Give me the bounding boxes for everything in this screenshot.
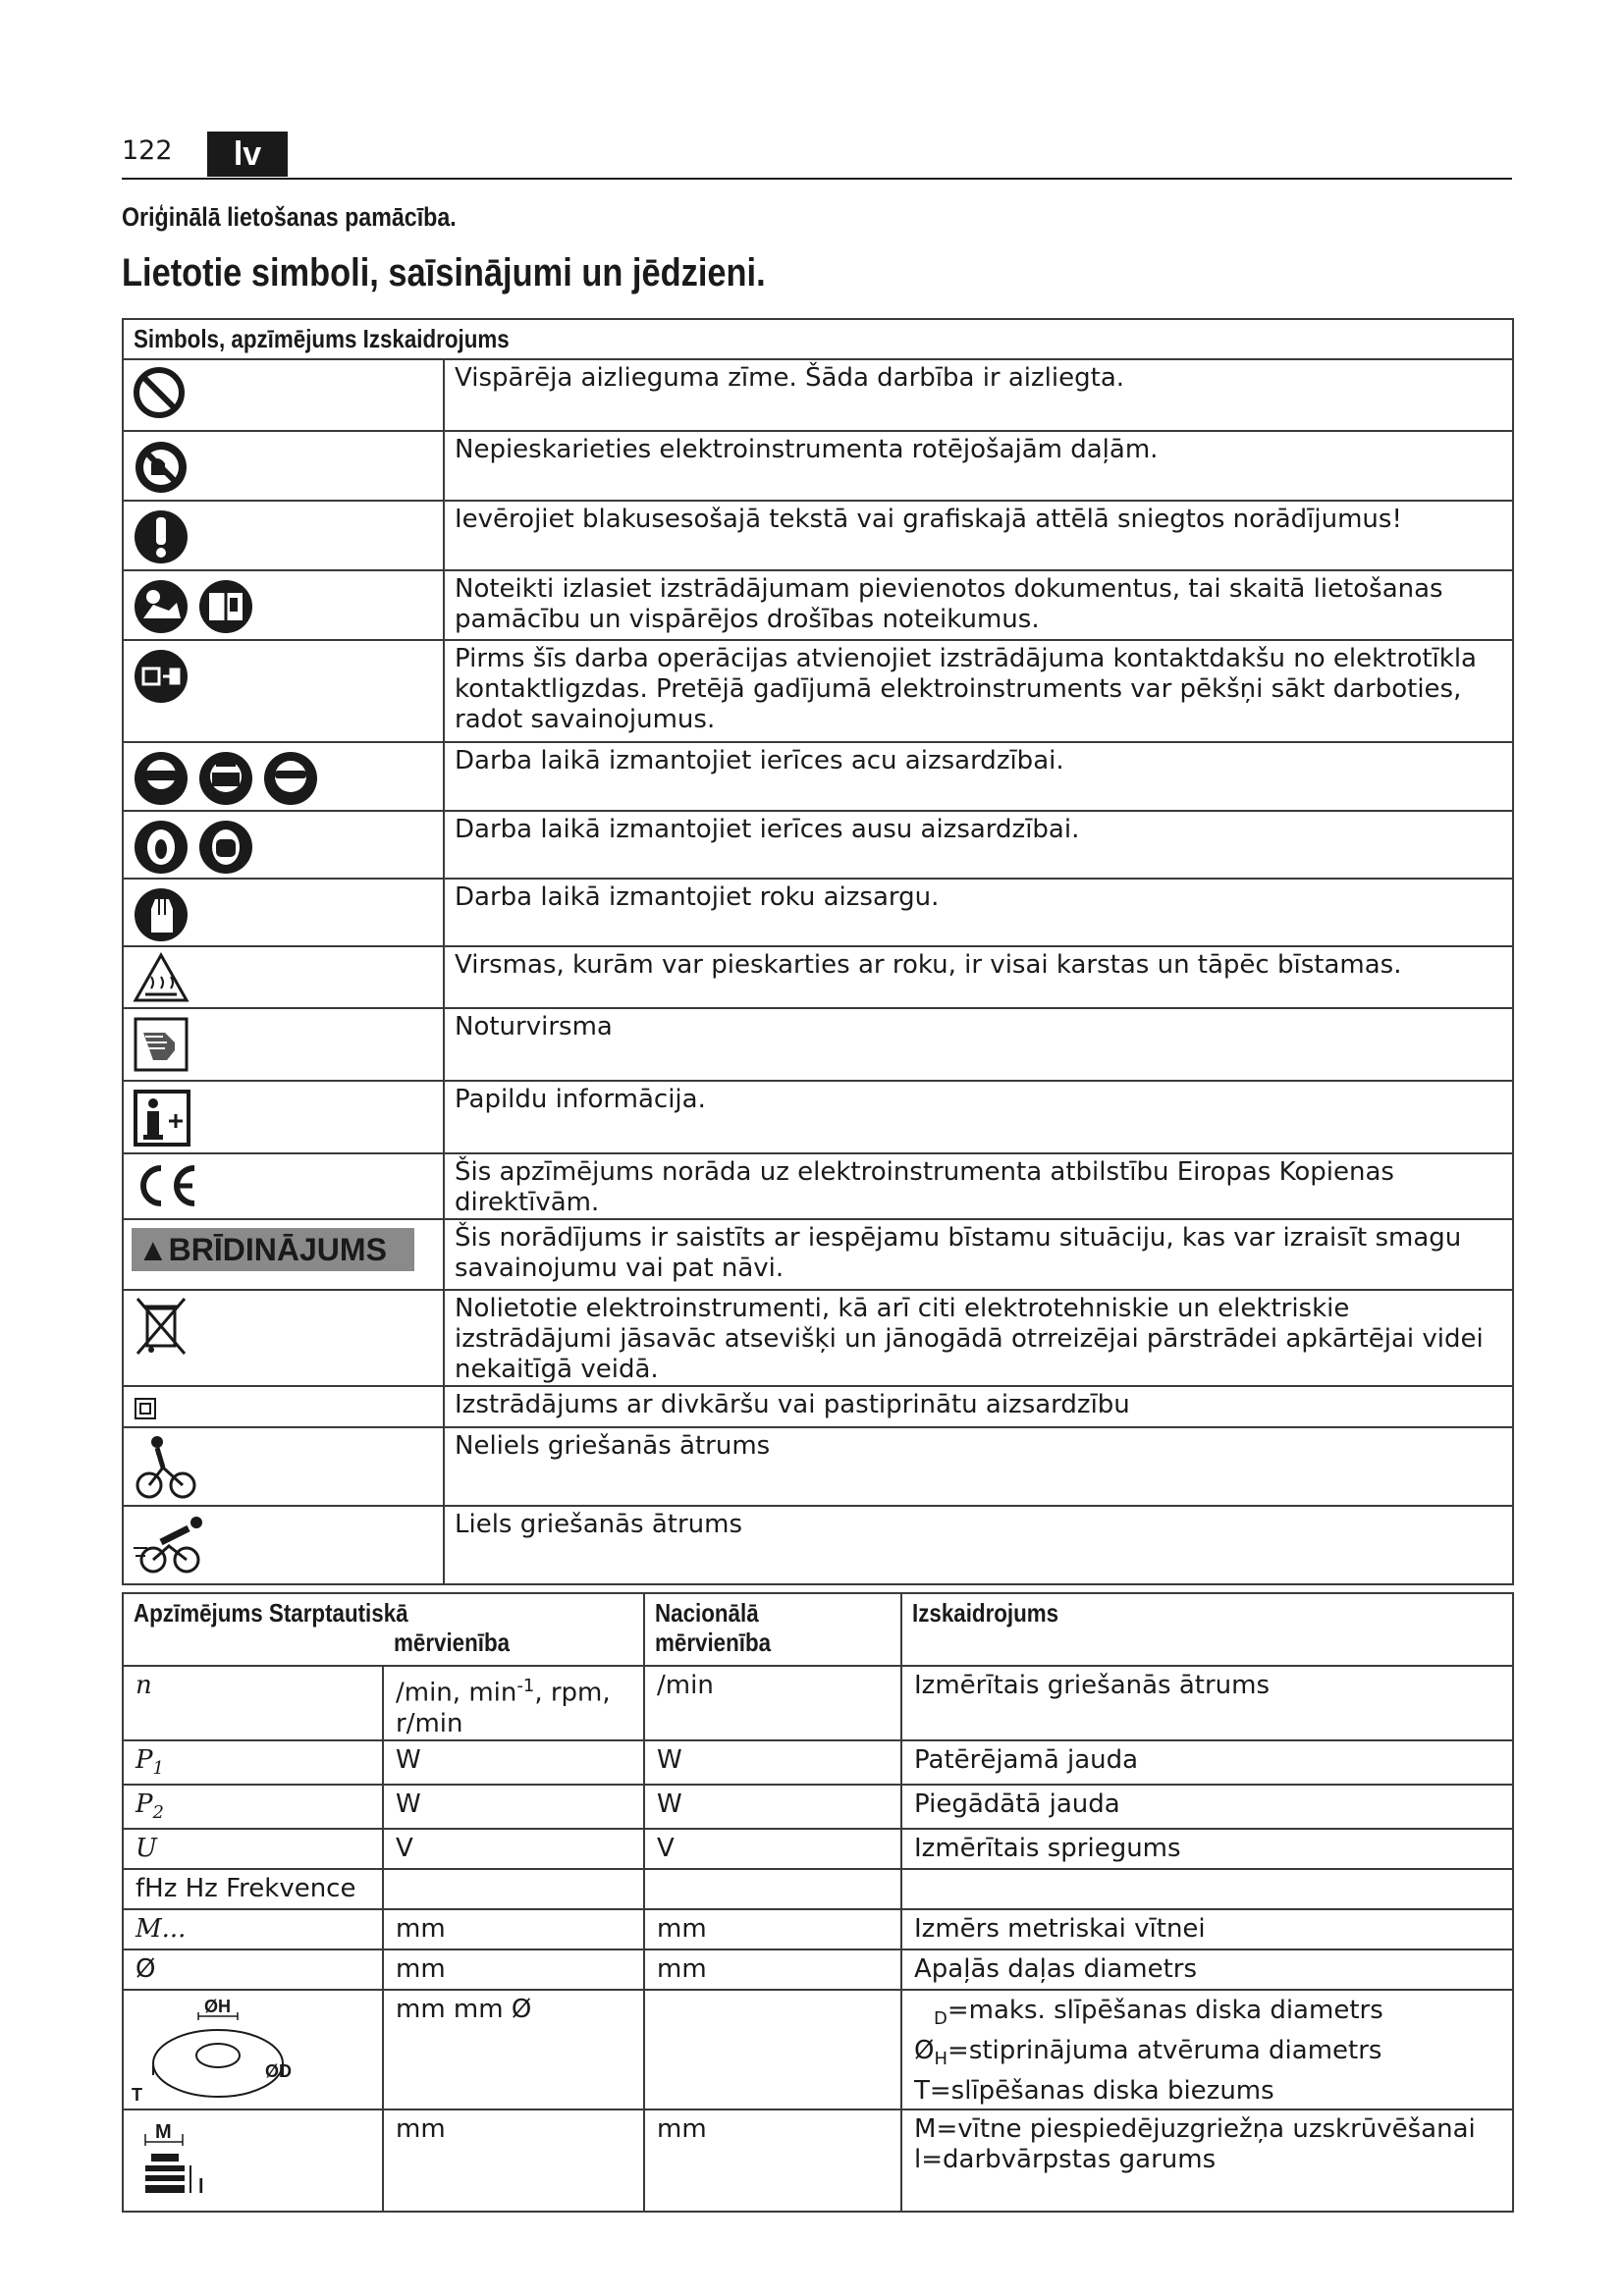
symbols-table <box>122 318 1514 1585</box>
table-row <box>123 570 1513 640</box>
table-row <box>123 1506 1513 1584</box>
table-row <box>123 879 1513 946</box>
table-row <box>123 946 1513 1008</box>
svg-text:ØH: ØH <box>204 1997 231 2017</box>
symbol-description: Pirms šīs darba operācijas atvienojiet izstrādājuma kontaktdakšu no elektrotīkla kontaktligzdas. Pretējā gadījumā elektroinstruments var pēkšņi sākt darboties, radot savainojumus. <box>444 640 1513 742</box>
glove-icon <box>132 881 192 944</box>
unit-intl: /min, $\min^{-1}$, rpm, r/min <box>383 1666 644 1740</box>
table-row <box>123 1909 1513 1949</box>
symbol-description: Šis apzīmējums norāda uz elektroinstrumenta atbilstību Eiropas Kopienas direktīvām. <box>444 1153 1513 1219</box>
unit-symbol: $P_2$ <box>123 1785 383 1829</box>
symbol-description: Darba laikā izmantojiet ierīces ausu aizsardzībai. <box>444 811 1513 879</box>
spindle-diagram <box>130 2114 228 2207</box>
unit-intl: mm <box>383 2109 644 2212</box>
unit-national <box>644 1869 901 1909</box>
table-row <box>123 1386 1513 1427</box>
unit-national: mm <box>644 2109 901 2212</box>
symbol-description: Noteikti izlasiet izstrādājumam pievienotos dokumentus, tai skaitā lietošanas pamācību un vispārējos drošības noteikumus. <box>444 570 1513 640</box>
svg-text:ØD: ØD <box>265 2061 292 2082</box>
symbol-description: Nolietotie elektroinstrumenti, kā arī citi elektrotehniskie un elektriskie izstrādājumi jāsavāc atsevišķi un jānogādā otrreizējai pārstrādei apkārtējai videi nekaitīgā veidā. <box>444 1290 1513 1386</box>
table-row <box>123 1869 1513 1909</box>
symbol-description: Vispārēja aizlieguma zīme. Šāda darbība ir aizliegta. <box>444 359 1513 431</box>
table-row <box>123 640 1513 742</box>
double-insulation-icon <box>132 1389 161 1422</box>
symbol-description: Neliels griešanās ātrums <box>444 1427 1513 1506</box>
unit-national <box>644 1990 901 2109</box>
unit-description: Piegādātā jauda <box>901 1785 1513 1829</box>
unit-symbol: fHz Hz Frekvence <box>123 1869 383 1909</box>
unit-description: Izmērs metriskai vītnei <box>901 1909 1513 1949</box>
grinding-disc-diagram <box>130 1995 306 2105</box>
table-row <box>123 1949 1513 1990</box>
unit-intl: V <box>383 1829 644 1869</box>
page-number: 122 <box>122 135 173 166</box>
symbol-description: Virsmas, kurām var pieskarties ar roku, ir visai karstas un tāpēc bīstamas. <box>444 946 1513 1008</box>
info-icon <box>132 1084 192 1147</box>
table-row <box>123 431 1513 501</box>
unit-intl <box>383 1869 644 1909</box>
unit-description: Patērējamā jauda <box>901 1740 1513 1785</box>
table-row <box>123 1785 1513 1829</box>
unit-intl: mm <box>383 1909 644 1949</box>
table-row <box>123 359 1513 431</box>
svg-text:T: T <box>132 2085 142 2106</box>
grip-surface-icon <box>132 1011 192 1074</box>
eye-protection-icon <box>132 745 324 808</box>
exclamation-icon <box>132 504 192 566</box>
units-header-explanation: Izskaidrojums <box>901 1593 1513 1666</box>
unit-intl: W <box>383 1785 644 1829</box>
table-row <box>123 1290 1513 1386</box>
unit-national: mm <box>644 1909 901 1949</box>
symbol-description: Darba laikā izmantojiet ierīces acu aizsardzībai. <box>444 742 1513 811</box>
unit-symbol <box>123 2109 383 2212</box>
symbol-description: Nepieskarieties elektroinstrumenta rotējošajām daļām. <box>444 431 1513 501</box>
table-row <box>123 1829 1513 1869</box>
section-heading: Lietotie simboli, saīsinājumi un jēdzieni. <box>122 251 766 294</box>
unit-symbol: n <box>123 1666 383 1740</box>
unit-description: $_D$=maks. slīpēšanas diska diametrs $Ø_H=stiprinājuma$ atvēruma diametrs T=slīpēšanas diska biezums <box>901 1990 1513 2109</box>
table-row <box>123 1008 1513 1081</box>
warning-badge: ▲BRĪDINĀJUMS <box>132 1228 414 1271</box>
read-manual-icon <box>132 573 259 636</box>
svg-text:M: M <box>155 2121 172 2144</box>
ear-protection-icon <box>132 814 259 877</box>
unit-national: /min <box>644 1666 901 1740</box>
table-row <box>123 1081 1513 1153</box>
unit-symbol: $P_1$ <box>123 1740 383 1785</box>
symbol-description: Ievērojiet blakusesošajā tekstā vai grafiskajā attēlā sniegtos norādījumus! <box>444 501 1513 570</box>
document-subtitle: Oriģinālā lietošanas pamācība. <box>122 202 457 232</box>
unit-national: V <box>644 1829 901 1869</box>
unplug-icon <box>132 643 192 706</box>
unit-national: W <box>644 1785 901 1829</box>
no-touch-rotating-icon <box>132 434 192 497</box>
unit-national: W <box>644 1740 901 1785</box>
unit-intl: mm <box>383 1949 644 1990</box>
table-row <box>123 742 1513 811</box>
symbols-table-header: Simbols, apzīmējums Izskaidrojums <box>123 319 1513 359</box>
svg-text:l: l <box>198 2176 204 2199</box>
ce-mark-icon <box>132 1156 200 1211</box>
unit-intl: mm mm Ø <box>383 1990 644 2109</box>
unit-description: Izmērītais spriegums <box>901 1829 1513 1869</box>
table-row <box>123 1219 1513 1290</box>
table-row <box>123 1990 1513 2109</box>
warning-triangle-icon: ▲ <box>137 1232 169 1267</box>
table-row <box>123 2109 1513 2212</box>
unit-description: Izmērītais griešanās ātrums <box>901 1666 1513 1740</box>
unit-symbol <box>123 1990 383 2109</box>
unit-symbol: Ø <box>123 1949 383 1990</box>
symbol-description: Šis norādījums ir saistīts ar iespējamu bīstamu situāciju, kas var izraisīt smagu savainojumu vai pat nāvi. <box>444 1219 1513 1290</box>
language-tab: lv <box>207 132 288 177</box>
unit-symbol: M... <box>123 1909 383 1949</box>
table-row <box>123 501 1513 570</box>
table-row <box>123 1427 1513 1506</box>
table-row <box>123 1740 1513 1785</box>
units-table <box>122 1592 1514 2213</box>
units-header-intl: Apzīmējums Starptautiskā mērvienība <box>123 1593 644 1666</box>
slow-bike-icon <box>132 1430 200 1501</box>
header-rule <box>122 178 1512 180</box>
unit-national: mm <box>644 1949 901 1990</box>
units-header-national: Nacionālā mērvienība <box>644 1593 901 1666</box>
prohibition-icon <box>132 362 190 421</box>
fast-bike-icon <box>132 1509 210 1579</box>
unit-symbol: U <box>123 1829 383 1869</box>
table-row <box>123 1153 1513 1219</box>
unit-description <box>901 1869 1513 1909</box>
symbol-description: Noturvirsma <box>444 1008 1513 1081</box>
table-row <box>123 811 1513 879</box>
wheelie-bin-icon <box>132 1293 192 1356</box>
symbol-description: Liels griešanās ātrums <box>444 1506 1513 1584</box>
unit-description: Apaļās daļas diametrs <box>901 1949 1513 1990</box>
hot-surface-icon <box>132 949 192 1006</box>
symbol-description: Izstrādājums ar divkāršu vai pastiprinātu aizsardzību <box>444 1386 1513 1427</box>
symbol-description: Papildu informācija. <box>444 1081 1513 1153</box>
symbol-description: Darba laikā izmantojiet roku aizsargu. <box>444 879 1513 946</box>
unit-description: M=vītne piespiedējuzgriežņa uzskrūvēšanai l=darbvārpstas garums <box>901 2109 1513 2212</box>
unit-intl: W <box>383 1740 644 1785</box>
table-row <box>123 1666 1513 1740</box>
